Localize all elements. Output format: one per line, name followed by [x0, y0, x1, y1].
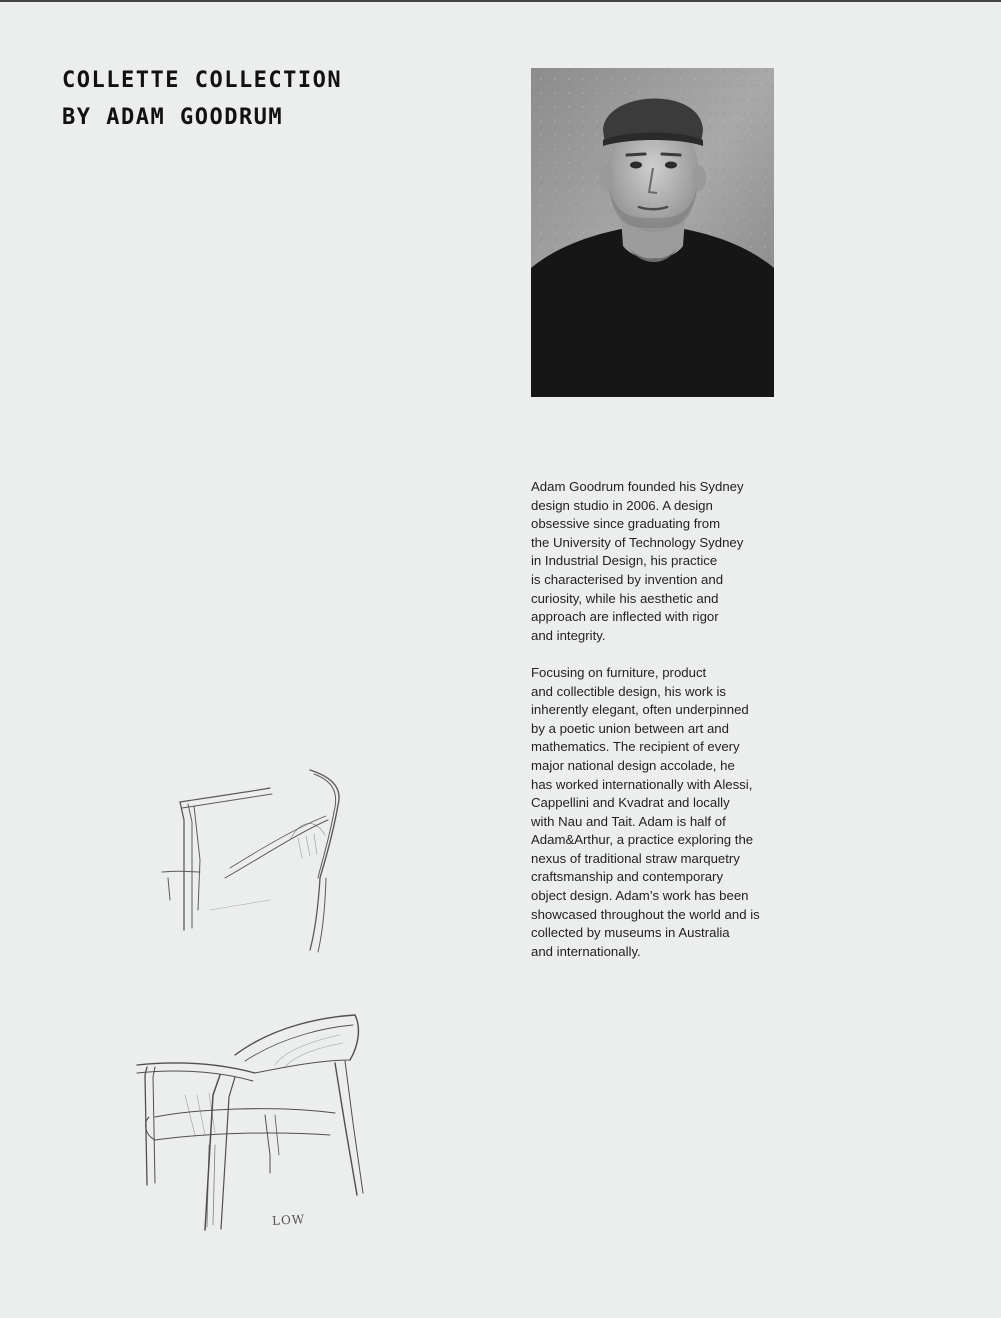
chair-sketch-side-view: [150, 760, 350, 960]
bio-paragraph-2: Focusing on furniture, product and collectible design, his work is inherently elegant, often underpinned by a poetic union between art and mathematics. The recipient of every major national design accolade, he has worked internationally with Alessi, Cappellini and Kvadrat and locally with Nau and Tait. Adam is half of Adam&Arthur, a practice exploring the nexus of traditional straw marquetry craftsmanship and contemporary object design. Adam’s work has been showcased throughout the world and is collected by museums in Australia and internationally.: [531, 664, 760, 959]
top-rule: [0, 0, 1001, 2]
title-line-2: BY ADAM GOODRUM: [62, 105, 284, 130]
page-title: [62, 62, 342, 136]
sketch-handwritten-note: LOW: [271, 1212, 306, 1228]
designer-biography: [531, 478, 781, 980]
bio-paragraph-1: Adam Goodrum founded his Sydney design studio in 2006. A design obsessive since graduating from the University of Technology Sydney in Industrial Design, his practice is characterised by invention and curiosity, while his aesthetic and approach are inflected with rigor and integrity.: [531, 479, 744, 643]
designer-portrait-photo: [531, 68, 774, 397]
title-line-1: COLLETTE COLLECTION: [62, 68, 343, 93]
chair-sketch-three-quarter-view: [125, 1005, 375, 1245]
